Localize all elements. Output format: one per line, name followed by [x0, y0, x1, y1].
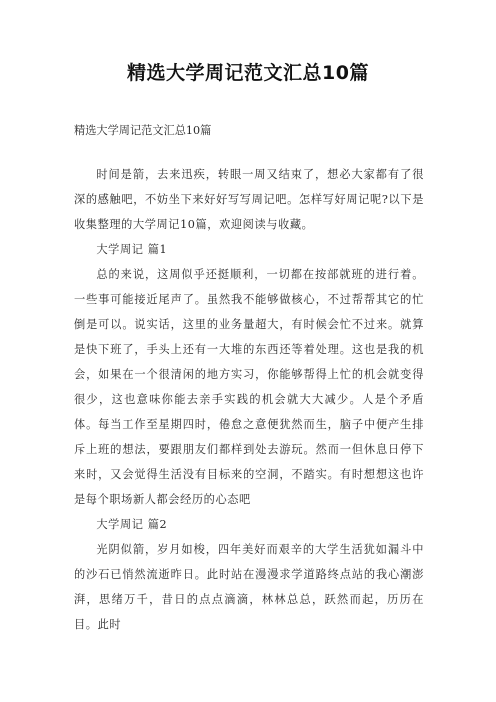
document-title: 精选大学周记范文汇总10篇 [127, 62, 369, 84]
document-body [74, 118, 424, 637]
section-heading-1: 大学周记 篇1 [96, 243, 168, 256]
section-body-2: 光阴似箭，岁月如梭，四年美好而艰辛的大学生活犹如漏斗中的沙石已悄然流逝昨日。此时站在漫漫求学道路终点站的我心潮澎湃，思绪万千，昔日的点点滴滴，林林总总，跃然而起，历历在目。此时 [74, 543, 424, 631]
section-heading-2: 大学周记 篇2 [96, 518, 168, 531]
intro-paragraph: 时间是箭，去来迅疾，转眼一周又结束了，想必大家都有了很深的感触吧，不妨坐下来好好写写周记吧。怎样写好周记呢?以下是收集整理的大学周记10篇，欢迎阅读与收藏。 [74, 168, 424, 231]
section-body-1: 总的来说，这周似乎还挺顺利，一切都在按部就班的进行着。一些事可能接近尾声了。虽然我不能够做核心，不过帮帮其它的忙倒是可以。说实话，这里的业务量超大，有时候会忙不过来。就算是快下班了，手头上还有一大堆的东西还等着处理。这也是我的机会，如果在一个很清闲的地方实习，你能够帮得上忙的机会就变得很少，这也意味你能去亲手实践的机会就大大减少。人是个矛盾体。每当工作至星期四时，倦怠之意便犹然而生，脑子中便产生排斥上班的想法，要跟朋友们都样到处去游玩。然而一但休息日停下来时，又会觉得生活没有目标来的空洞，不踏实。有时想想这也许是每个职场新人都会经历的心态吧 [74, 268, 424, 506]
document-subtitle: 精选大学周记范文汇总10篇 [74, 124, 212, 137]
